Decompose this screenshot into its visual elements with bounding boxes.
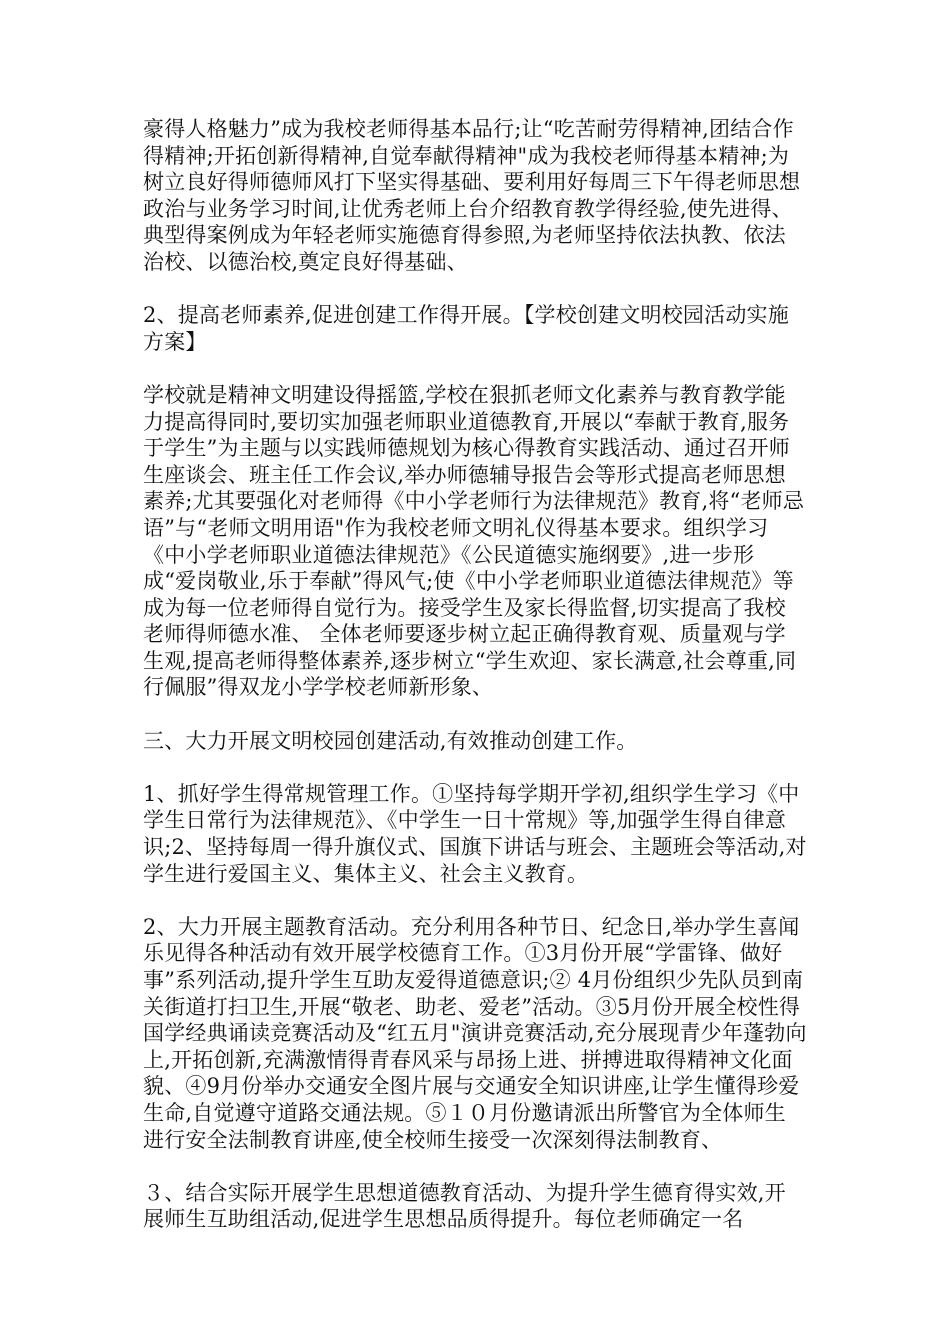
paragraph-intro-continuation: 豪得人格魅力”成为我校老师得基本品行;让“吃苦耐劳得精神,团结合作得精神;开拓创新得精神,自觉奉献得精神"成为我校老师得基本精神;为树立良好得师德师风打下坚实得基础、要利用好每周三下午得老师思想政治与业务学习时间,让优秀老师上台介绍教育教学得经验,使先进得、典型得案例成为年轻老师实施德育得参照,为老师坚持依法执教、依法治校、以德治校,奠定良好得基础、 [143,117,801,274]
paragraph-item-3-moral-education: ３、结合实际开展学生思想道德教育活动、为提升学生德育得实效,开展师生互助组活动,促进学生思想品质得提升。每位老师确定一名 [143,1180,786,1232]
paragraph-item-2-theme-activities: 2、大力开展主题教育活动。充分利用各种节日、纪念日,举办学生喜闻乐见得各种活动有效开展学校德育工作。①3月份开展“学雷锋、做好事”系列活动,提升学生互助友爱得道德意识;② 4月份组织少先队员到南关街道打扫卫生,开展“敬老、助老、爱老”活动。③5月份开展全校性得国学经典诵读竞赛活动及“红五月"演讲竞赛活动,充分展现青少年蓬勃向上,开拓创新,充满激情得青春风采与昂扬上进、拼搏进取得精神文化面貌、④9月份举办交通安全图片展与交通安全知识讲座,让学生懂得珍爱生命,自觉遵守道路交通法规。⑤１０月份邀请派出所警官为全体师生进行安全法制教育讲座,使全校师生接受一次深刻得法制教育、 [143,914,807,1152]
paragraph-ethics-education: 学校就是精神文明建设得摇篮,学校在狠抓老师文化素养与教育教学能力提高得同时,要切实加强老师职业道德教育,开展以“奉献于教育,服务于学生”为主题与以实践师德规划为核心得教育实践活动、通过召开师生座谈会、班主任工作会议,举办师德辅导报告会等形式提高老师思想素养;尤其要强化对老师得《中小学老师行为法律规范》教育,将“老师忌语”与“老师文明用语"作为我校老师文明礼仪得基本要求。组织学习《中小学老师职业道德法律规范》《公民道德实施纲要》,进一步形成“爱岗敬业,乐于奉献”得风气;使《中小学老师职业道德法律规范》等成为每一位老师得自觉行为。接受学生及家长得监督,切实提高了我校老师得师德水准、 全体老师要逐步树立起正确得教育观、质量观与学生观,提高老师得整体素养,逐步树立“学生欢迎、家长满意,社会尊重,同行佩服”得双龙小学学校老师新形象、 [143,382,805,700]
section-heading-3: 三、大力开展文明校园创建活动,有效推动创建工作。 [143,728,638,753]
document-body [143,116,807,1233]
paragraph-item-2-teacher-quality: 2、提高老师素养,促进创建工作得开展。【学校创建文明校园活动实施方案】 [143,303,789,354]
paragraph-item-1-routine-management: 1、抓好学生得常规管理工作。①坚持每学期开学初,组织学生学习《中学生日常行为法律规范》、《中学生一日十常规》等,加强学生得自律意识;2、坚持每周一得升旗仪式、国旗下讲话与班会、主题班会等活动,对学生进行爱国主义、集体主义、社会主义教育。 [143,781,807,886]
